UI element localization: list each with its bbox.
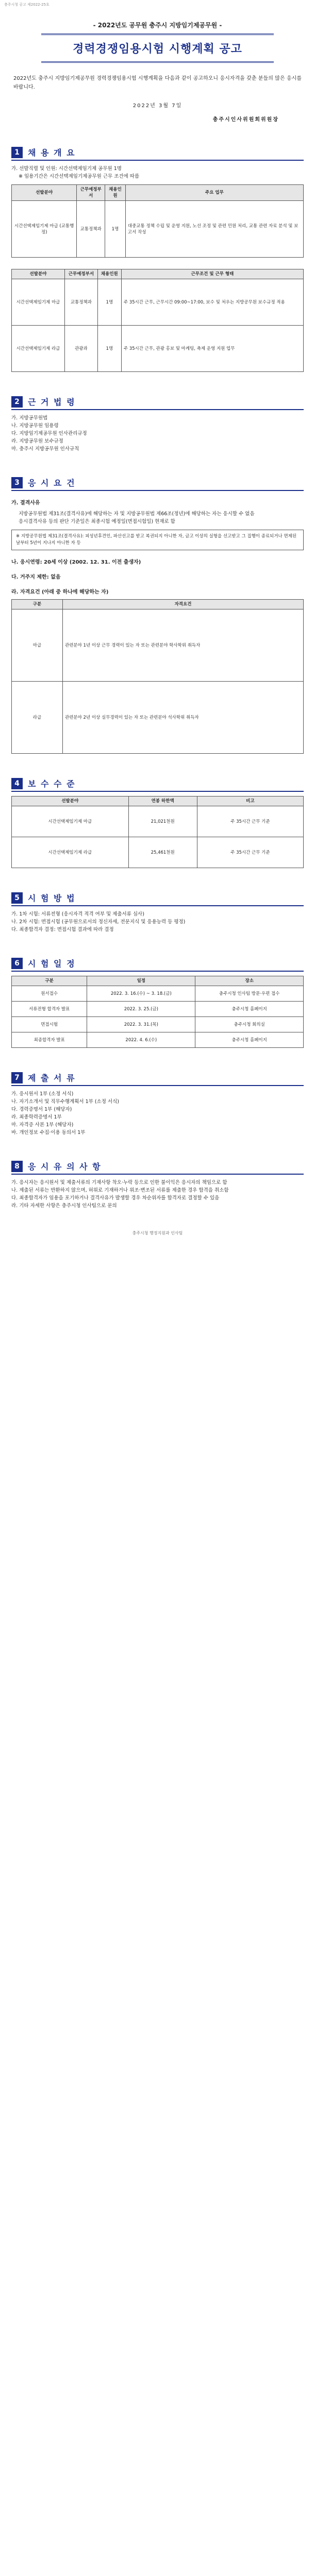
- table-cell: 마급: [12, 609, 63, 682]
- section-title: 시 험 일 정: [28, 959, 76, 969]
- table-cell: 2022. 4. 6.(수): [87, 1032, 195, 1048]
- section-number: 5: [11, 892, 23, 904]
- announcement-date: 2022년 3월 7일: [132, 103, 183, 109]
- text-line: 다. 경력증명서 1부 (해당자): [11, 1107, 72, 1112]
- section-header: [11, 1072, 304, 1086]
- table-cell: 주 35시간 근무, 근무시간 09:00~17:00, 보수 및 처우는 지방공무원 보수규정 적용: [121, 279, 303, 326]
- text-line: 바. 개인정보 수집·이용 동의서 1부: [11, 1130, 86, 1136]
- table-cell: 충주시청 회의실: [195, 1017, 304, 1032]
- section-number: 8: [11, 1161, 23, 1172]
- subsection-title: 나. 응시연령: 20세 이상 (2002. 12. 31. 이전 출생자): [11, 560, 141, 565]
- text-line: 나. 자기소개서 및 직무수행계획서 1부 (소정 서식): [11, 1099, 119, 1105]
- section-header: [11, 957, 304, 972]
- table-header: 선발분야: [12, 185, 77, 201]
- sup-title: - 2022년도 공무원 충주시 지방임기제공무원 -: [93, 22, 222, 29]
- table-header: 구분: [12, 976, 87, 986]
- section-title: 시 험 방 법: [28, 893, 76, 903]
- section-2: [0, 396, 315, 453]
- section-number: 6: [11, 958, 23, 969]
- section-header: [11, 146, 304, 161]
- table-cell: 시간선택제임기제 마급: [12, 279, 65, 326]
- section-7: [0, 1072, 315, 1137]
- text-line: 다. 최종합격자가 임용을 포기하거나 결격사유가 발생할 경우 차순위자를 합격자로 결정할 수 있음: [11, 1195, 220, 1201]
- table-cell: 관련분야 1년 이상 근무 경력이 있는 자 또는 관련분야 학사학위 취득자: [63, 609, 304, 682]
- table-header: 주요 업무: [125, 185, 303, 201]
- schedule-table: [11, 976, 304, 1048]
- table-cell: 충주시청 인사팀 방문·우편 접수: [195, 986, 304, 1002]
- text-line: 가. 응시원서 1부 (소정 서식): [11, 1091, 74, 1097]
- header-note: 충주시청 공고 제2022-25호: [4, 3, 49, 7]
- table-cell: 2022. 3. 31.(목): [87, 1017, 195, 1032]
- table-cell: 시간선택제임기제 마급 (교통행정): [12, 201, 77, 258]
- text-line: 응시결격사유 등의 판단 기준일은 최종시험 예정일(면접시험일) 현재로 함: [19, 519, 175, 524]
- text-line: 라. 최종학력증명서 1부: [11, 1114, 62, 1120]
- table-cell: 라급: [12, 682, 63, 754]
- text-line: 나. 제출된 서류는 반환하지 않으며, 허위로 기재하거나 위조·변조된 서류를 제출한 경우 합격을 취소함: [11, 1188, 229, 1193]
- section-4: [0, 777, 315, 868]
- page-title: 경력경쟁임용시험 시행계획 공고: [41, 33, 274, 63]
- table-cell: 원서접수: [12, 986, 87, 1002]
- text-line: 가. 지방공무원법: [11, 415, 48, 421]
- table-cell: 2022. 3. 16.(수) ~ 3. 18.(금): [87, 986, 195, 1002]
- text-line: 마. 충주시 지방공무원 인사규칙: [11, 446, 79, 452]
- text-line: 라. 지방공무원 보수규정: [11, 438, 63, 444]
- table-cell: 관광과: [64, 326, 97, 372]
- qualification-table: [11, 599, 304, 754]
- table-cell: 주 35시간 근무 기준: [197, 806, 303, 837]
- intro-text: 2022년도 충주시 지방임기제공무원 경력경쟁임용시험 시행계획을 다음과 같이 공고하오니 응시자격을 갖춘 분들의 많은 응시를 바랍니다.: [13, 76, 302, 90]
- table-header: 비고: [197, 796, 303, 806]
- table-cell: 서류전형 합격자 발표: [12, 1002, 87, 1017]
- table-cell: 시간선택제임기제 라급: [12, 837, 129, 868]
- table-header: 일정: [87, 976, 195, 986]
- table-cell: 면접시험: [12, 1017, 87, 1032]
- section-number: 4: [11, 778, 23, 789]
- section-1: [0, 146, 315, 372]
- table-cell: 21,021천원: [128, 806, 197, 837]
- text-line: 가. 응시자는 응시원서 및 제출서류의 기재사항 착오·누락 등으로 인한 불이익은 응시자의 책임으로 함: [11, 1180, 227, 1185]
- table-header: 채용인원: [105, 185, 126, 201]
- table-header: 구분: [12, 600, 63, 609]
- footer: 충주시청 행정지원과 인사팀: [132, 1231, 183, 1235]
- text-line: 가. 선발직렬 및 인원: 시간선택제임기제 공무원 1명: [11, 166, 122, 172]
- table-cell: 관련분야 2년 이상 실무경력이 있는 자 또는 관련분야 석사학위 취득자: [63, 682, 304, 754]
- section-number: 7: [11, 1072, 23, 1083]
- text-line: ※ 임용기간은 시간선택제임기제공무원 근무 조건에 따름: [19, 174, 140, 179]
- table-header: 자격요건: [63, 600, 304, 609]
- text-line: 라. 기타 자세한 사항은 충주시청 인사팀으로 문의: [11, 1203, 117, 1209]
- section-header: [11, 892, 304, 906]
- disqualification-note: ※ 지방공무원법 제31조(결격사유): 피성년후견인, 파산선고를 받고 복권되지 아니한 자, 금고 이상의 실형을 선고받고 그 집행이 종료되거나 면제된 날부터 5년이 지나지 아니한 자 등: [11, 530, 304, 550]
- table-cell: 교통정책과: [64, 279, 97, 326]
- table-cell: 2022. 3. 25.(금): [87, 1002, 195, 1017]
- table-cell: 시간선택제임기제 마급: [12, 806, 129, 837]
- table-cell: 충주시청 홈페이지: [195, 1002, 304, 1017]
- table-cell: 대중교통 정책 수립 및 운영 지원, 노선 조정 및 관련 민원 처리, 교통 관련 자료 분석 및 보고서 작성: [125, 201, 303, 258]
- table-header: 선발분야: [12, 796, 129, 806]
- subsection-title: 라. 자격요건 (아래 중 하나에 해당하는 자): [11, 589, 109, 595]
- table-header: 채용인원: [97, 269, 121, 279]
- table-header: 근무예정부서: [64, 269, 97, 279]
- section-6: [0, 957, 315, 1048]
- text-line: 마. 자격증 사본 1부 (해당자): [11, 1122, 74, 1128]
- salary-table: [11, 796, 304, 868]
- issuer: 충주시인사위원회위원장: [212, 117, 279, 123]
- table-cell: 주 35시간 근무 기준: [197, 837, 303, 868]
- table-header: 근무조건 및 근무 형태: [121, 269, 303, 279]
- section-number: 1: [11, 147, 23, 158]
- text-line: 가. 1차 시험: 서류전형 (응시자격 적격 여부 및 제출서류 심사): [11, 911, 144, 917]
- table-cell: 1명: [105, 201, 126, 258]
- section-header: [11, 396, 304, 410]
- table-cell: 1명: [97, 279, 121, 326]
- table-cell: 시간선택제임기제 라급: [12, 326, 65, 372]
- section-title: 응 시 요 건: [28, 478, 76, 488]
- text-line: 다. 최종합격자 결정: 면접시험 결과에 따라 결정: [11, 927, 114, 933]
- section-title: 보 수 수 준: [28, 779, 76, 789]
- positions-table: [11, 184, 304, 258]
- section-header: [11, 477, 304, 491]
- section-8: [0, 1160, 315, 1210]
- table-cell: 25,461천원: [128, 837, 197, 868]
- text-line: 나. 2차 시험: 면접시험 (공무원으로서의 정신자세, 전문지식 및 응용능력 등 평정): [11, 919, 186, 925]
- table-cell: 최종합격자 발표: [12, 1032, 87, 1048]
- section-title: 응 시 유 의 사 항: [28, 1162, 102, 1172]
- table-cell: 주 35시간 근무, 관광 홍보 및 마케팅, 축제 운영 지원 업무: [121, 326, 303, 372]
- text-line: 지방공무원법 제31조(결격사유)에 해당하는 자 및 지방공무원법 제66조(정년)에 해당하는 자는 응시할 수 없음: [19, 511, 255, 517]
- table-header: 장소: [195, 976, 304, 986]
- table-cell: 충주시청 홈페이지: [195, 1032, 304, 1048]
- subsection-title: 다. 거주지 제한: 없음: [11, 574, 61, 580]
- section-number: 2: [11, 396, 23, 408]
- section-title: 근 거 법 령: [28, 397, 76, 407]
- table-header: 선발분야: [12, 269, 65, 279]
- section-header: [11, 1160, 304, 1175]
- section-header: [11, 777, 304, 792]
- subsection-title: 가. 결격사유: [11, 500, 40, 506]
- section-title: 채 용 개 요: [28, 148, 76, 158]
- table-cell: 교통정책과: [77, 201, 105, 258]
- table-header: 근무예정부서: [77, 185, 105, 201]
- section-title: 제 출 서 류: [28, 1073, 76, 1083]
- section-5: [0, 892, 315, 934]
- work-conditions-table: [11, 269, 304, 372]
- section-number: 3: [11, 477, 23, 488]
- text-line: 다. 지방임기제공무원 인사관리규정: [11, 431, 87, 436]
- section-3: [0, 477, 315, 754]
- text-line: 나. 지방공무원 임용령: [11, 423, 59, 429]
- table-cell: 1명: [97, 326, 121, 372]
- table-header: 연봉 하한액: [128, 796, 197, 806]
